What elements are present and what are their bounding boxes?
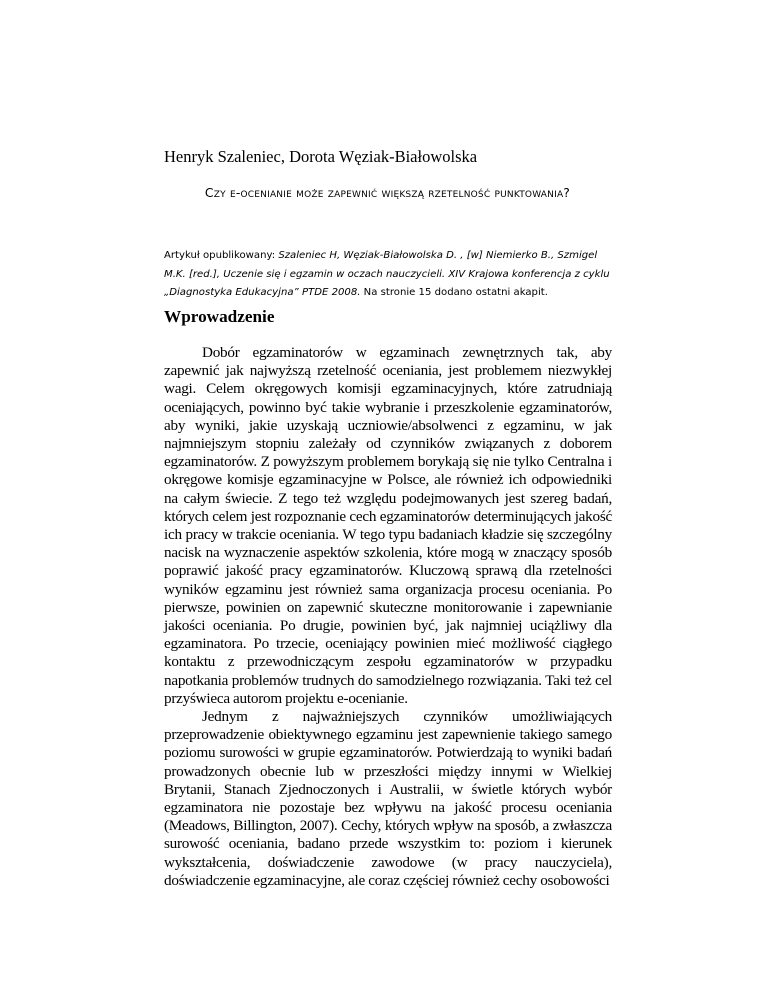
paragraph: Jednym z najważniejszych czynników umożliwiających przeprowadzenie obiektywnego egzaminu jest zapewnienie takiego samego poziomu surowości w grupie egzaminatorów. Potwierdzają to wyniki badań prowadzonych obecnie lub w przeszłości między innymi w Wielkiej Brytanii, Stanach Zjednoczonych i Australii, w świetle których wybór egzaminatora nie pozostaje bez wpływu na jakość procesu oceniania (Meadows, Billington, 2007). Cechy, których wpływ na sposób, a zwłaszcza surowość oceniania, badano przede wszystkim to: poziom i kierunek wykształcenia, doświadczenie zawodowe (w pracy nauczyciela), doświadczenie egzaminacyjne, ale coraz częściej również cechy osobowości (164, 708, 612, 889)
paragraph: Dobór egzaminatorów w egzaminach zewnętrznych tak, aby zapewnić jak najwyższą rzetelność oceniania, jest problemem niezwykłej wagi. Celem okręgowych komisji egzaminacyjnych, które zatrudniają oceniających, powinno być takie wybranie i przeszkolenie egzaminatorów, aby wyniki, jakie uzyskają uczniowie/absolwenci z egzaminu, w jak najmniejszym stopniu zależały od czynników związanych z doborem egzaminatorów. Z powyższym problemem borykają się nie tylko Centralna i okręgowe komisje egzaminacyjne w Polsce, ale również ich odpowiedniki na całym świecie. Z tego też względu podejmowanych jest szereg badań, których celem jest rozpoznanie cech egzaminatorów determinujących jakość ich pracy w trakcie oceniania. W tego typu badaniach kładzie się szczególny nacisk na wyznaczenie aspektów szkolenia, które mogą w znaczący sposób poprawić jakość pracy egzaminatorów. Kluczową sprawą dla rzetelności wyników egzaminu jest również sama organizacja procesu oceniania. Po pierwsze, powinien on zapewnić skuteczne monitorowanie i zapewnianie jakości oceniania. Po drugie, powinien być, jak najmniej uciążliwy dla egzaminatora. Po trzecie, oceniający powinien mieć możliwość ciągłego kontaktu z przewodniczącym zespołu egzaminatorów w przypadku napotkania problemów trudnych do samodzielnego rozwiązania. Taki też cel przyświeca autorom projektu e-ocenianie. (164, 344, 612, 707)
authors: Henryk Szaleniec, Dorota Węziak-Białowolska (164, 147, 478, 166)
section-heading: Wprowadzenie (164, 307, 275, 326)
article-title: Czy e-ocenianie może zapewnić większą rzetelność punktowania? (204, 185, 571, 200)
body-text (164, 344, 612, 890)
publication-note-lead: Artykuł opublikowany: (164, 250, 279, 261)
publication-note-citation: Szaleniec H, Węziak-Białowolska D. , [w] Niemierko B., Szmigel M.K. [red.], Uczenie się i egzamin w oczach nauczycieli. XIV Krajowa konferencja z cyklu „Diagnostyka Edukacyjna” PTDE 2008. (164, 250, 610, 298)
publication-note-tail: Na stronie 15 dodano ostatni akapit. (360, 287, 548, 298)
publication-note (164, 247, 612, 303)
